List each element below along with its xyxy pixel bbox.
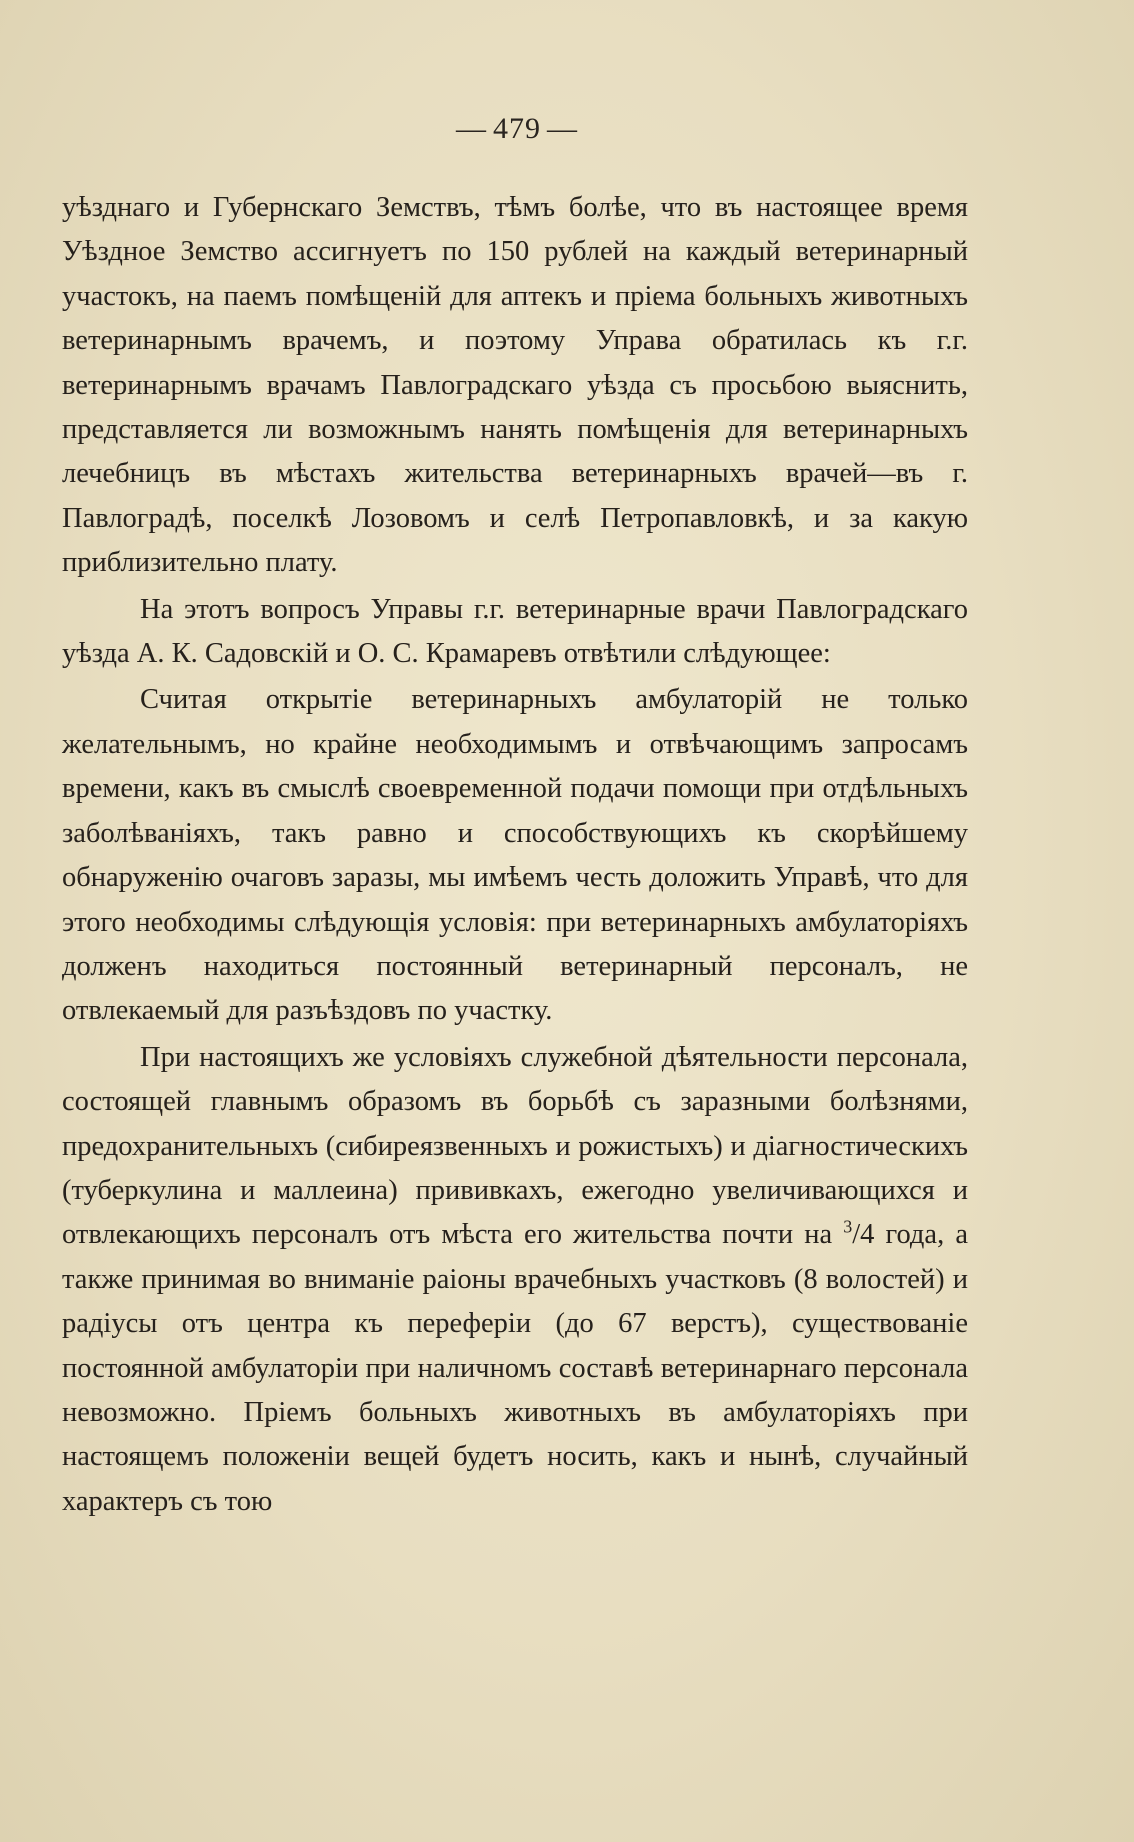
fraction-numerator: 3	[843, 1216, 853, 1237]
paragraph-3: Считая открытіе ветеринарныхъ амбулаторій не только желательнымъ, но крайне необходимымъ и отвѣчающимъ запросамъ времени, какъ въ смыслѣ своевременной подачи помощи при отдѣльныхъ заболѣваніяхъ, такъ равно и способствующихъ къ скорѣйшему обнаруженію очаговъ заразы, мы имѣемъ честь доложить Управѣ, что для этого необходимы слѣдующія условія: при ветеринарныхъ амбулаторіяхъ долженъ находиться постоянный ветеринарный персоналъ, не отвлекаемый для разъѣздовъ по участку.	[62, 684, 968, 1027]
page-number	[0, 112, 1034, 146]
paragraph-1: уѣзднаго и Губернскаго Земствъ, тѣмъ болѣе, что въ настоящее время Уѣздное Земство ассигнуетъ по 150 рублей на каждый ветеринарный участокъ, на паемъ помѣщеній для аптекъ и пріема больныхъ животныхъ ветеринарнымъ врачемъ, и поэтому Управа обратилась къ г.г. ветеринарнымъ врачамъ Павлоградскаго уѣзда съ просьбою выяснить, представляется ли возможнымъ нанять помѣщенія для ветеринарныхъ лечебницъ въ мѣстахъ жительства ветеринарныхъ врачей—въ г. Павлоградѣ, поселкѣ Лозовомъ и селѣ Петропавловкѣ, и за какую приблизительно плату.	[62, 192, 968, 579]
page-number-dash-left: —	[456, 112, 487, 145]
paragraph-4-text-after-fraction: /4 года, а также принимая во вниманіе раіоны врачебныхъ участковъ (8 волостей) и радіусы отъ центра къ переферіи (до 67 верстъ), существованіе постоянной амбулаторіи при наличномъ составѣ ветеринарнаго персонала невозможно. Пріемъ больныхъ животныхъ въ амбулаторіяхъ при настоящемъ положеніи вещей будетъ носить, какъ и нынѣ, случайный характеръ съ тою	[62, 1219, 968, 1517]
paragraph-4	[62, 1036, 968, 1524]
paragraph-4-text-before-fraction: При настоящихъ же условіяхъ служебной дѣятельности персонала, состоящей главнымъ образомъ въ борьбѣ съ заразными болѣзнями, предохранительныхъ (сибиреязвенныхъ и рожистыхъ) и діагностическихъ (туберкулина и маллеина) прививкахъ, ежегодно увеличивающихся и отвлекающихъ персоналъ отъ мѣста его жительства почти на	[62, 1041, 968, 1251]
page-number-dash-right: —	[547, 112, 578, 145]
body-text	[62, 186, 968, 1526]
paragraph-2: На этотъ вопросъ Управы г.г. ветеринарные врачи Павлоградскаго уѣзда А. К. Садовскій и О. С. Крамаревъ отвѣтили слѣдующее:	[62, 593, 968, 670]
page-number-value: 479	[493, 112, 541, 145]
